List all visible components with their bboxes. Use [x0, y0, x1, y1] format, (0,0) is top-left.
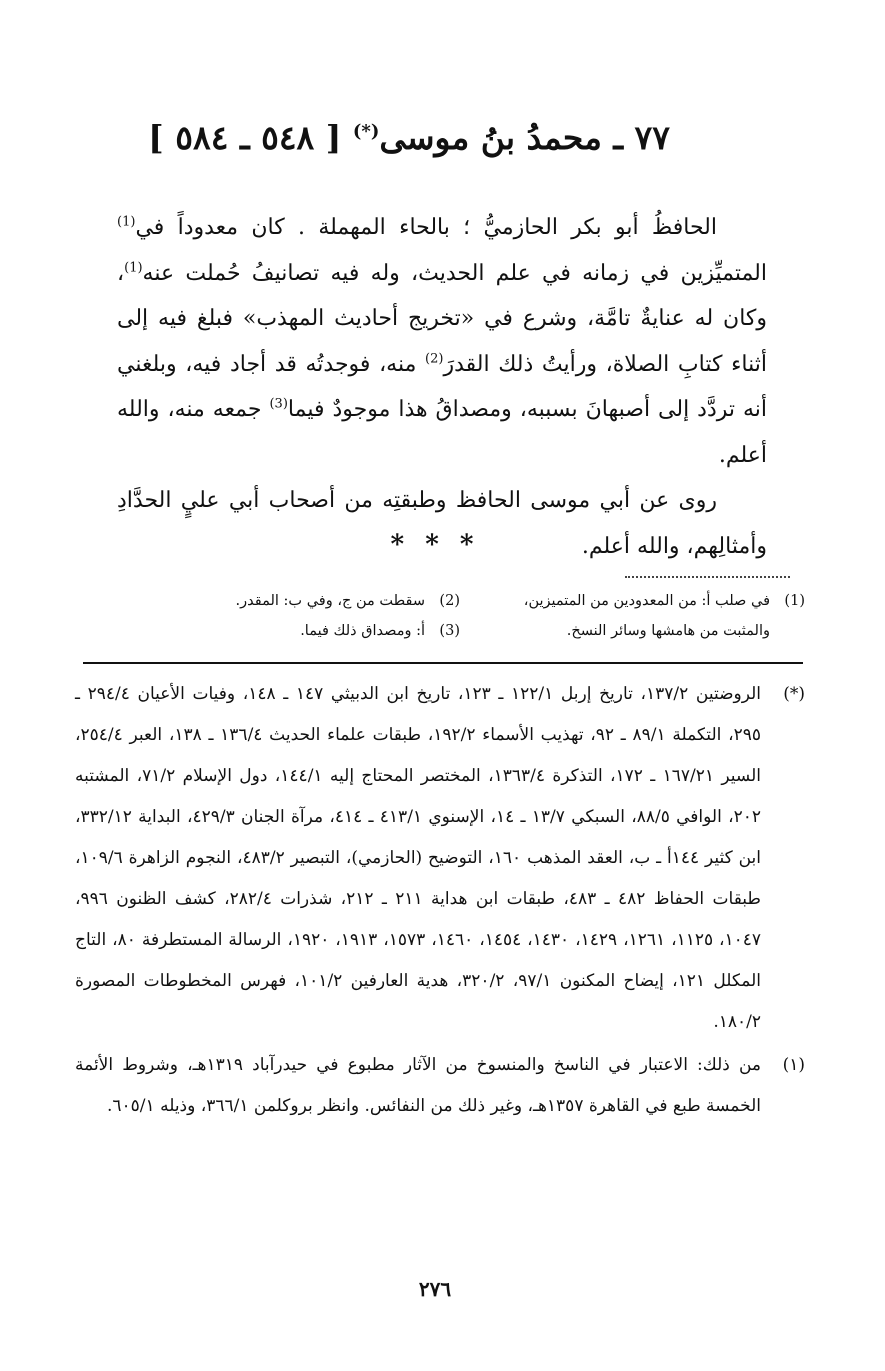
- paragraph-biography: الحافظُ أبو بكر الحازميُّ ؛ بالحاء المهملة . كان معدوداً في$^{(1)}$ المتميِّزين في زمانه في علم الحديث، وله فيه تصانيفُ حُملت عنه$^{(1)}$، وكان له عنايةٌ تامَّة، وشرع في «تخريج أحاديث المهذب» فبلغ فيه إلى أثناء كتابِ الصلاة، ورأيتُ ذلك القدرَ$^{(2)}$ منه، فوجدتُه قد أجاد فيه، وبلغني أنه تردَّد إلى أصبهانَ بسببه، ومصداقُ هذا موجودٌ فيما$^{(3)}$ جمعه منه، والله أعلم.: [117, 214, 768, 468]
- footnote-number: (2): [439, 593, 460, 609]
- note-number: (*): [783, 684, 805, 704]
- footnote-1-continued: [460, 616, 805, 646]
- footnote-number: (1): [784, 593, 805, 609]
- footnote-3: [115, 616, 460, 646]
- footnote-ref: (1): [117, 214, 136, 230]
- footnote-ref: (1): [124, 260, 143, 276]
- footnote-divider: [625, 576, 790, 578]
- footnote-1: [460, 586, 805, 616]
- source-marker: (*): [352, 121, 380, 142]
- source-notes: [75, 674, 805, 1129]
- footnote-ref: (2): [425, 351, 444, 367]
- entry-body: [117, 205, 767, 569]
- footnote-number: (3): [439, 623, 460, 639]
- footnote-text: والمثبت من هامشها وسائر النسخ.: [566, 623, 770, 639]
- note-text: الروضتين ١٣٧/٢، تاريخ إربل ١٢٢/١ ـ ١٢٣، تاريخ ابن الدبيثي ١٤٧ ـ ١٤٨، وفيات الأعيان ٢٩٤/٤ ـ ٢٩٥، التكملة ٨٩/١ ـ ٩٢، تهذيب الأسماء ١٩٢/٢، طبقات علماء الحديث ١٣٦/٤ ـ ١٣٨، العبر ٢٥٤/٤، السير ١٦٧/٢١ ـ ١٧٢، التذكرة ١٣٦٣/٤، المختصر المحتاج إليه ١٤٤/١، دول الإسلام ٧١/٢، المشتبه ٢٠٢، الوافي ٨٨/٥، السبكي ١٣/٧ ـ ١٤، الإسنوي ٤١٣/١ ـ ٤١٤، مرآة الجنان ٤٢٩/٣، البداية ٣٣٢/١٢، ابن كثير ١٤٤أ ـ ب، العقد المذهب ١٦٠، التوضيح (الحازمي)، التبصير ٤٨٣/٢، النجوم الزاهرة ١٠٩/٦، طبقات الحفاظ ٤٨٢ ـ ٤٨٣، طبقات ابن هداية ٢١١ ـ ٢١٢، شذرات ٢٨٢/٤، كشف الظنون ٩٩٦، ١٠٤٧، ١١٢٥، ١٢٦١، ١٤٢٩، ١٤٣٠، ١٤٥٤، ١٤٦٠، ١٥٧٣، ١٩١٣، ١٩٢٠، الرسالة المستطرفة ٨٠، التاج المكلل ١٢١، إيضاح المكنون ٩٧/١، ٣٢٠/٢، هدية العارفين ١٠١/٢، فهرس المخطوطات المصورة ١٨٠/٢.: [75, 684, 762, 1032]
- entry-heading: [150, 118, 670, 157]
- source-note-works: [75, 1045, 805, 1127]
- note-number: (١): [782, 1055, 805, 1075]
- footnote-text: سقطت من ج، وفي ب: المقدر.: [235, 593, 425, 609]
- footnote-2: [115, 586, 460, 616]
- footnote-text: في صلب أ: من المعدودين من المتميزين،: [523, 593, 770, 609]
- page-number: ٢٧٦: [418, 1277, 452, 1301]
- entry-dates: [ ٥٤٨ ـ ٥٨٤ ]: [148, 118, 342, 157]
- footnote-text: أ: ومصداق ذلك فيما.: [300, 623, 425, 639]
- note-text: من ذلك: الاعتبار في الناسخ والمنسوخ من الآثار مطبوع في حيدرآباد ١٣١٩هـ، وشروط الأئمة الخمسة طبع في القاهرة ١٣٥٧هـ، وغير ذلك من النفائس. وانظر بروكلمن ٣٦٦/١، وذيله ٦٠٥/١.: [75, 1055, 761, 1116]
- footnote-ref: (3): [269, 396, 288, 412]
- footnote-row: [115, 586, 805, 616]
- sources-divider: [83, 662, 803, 664]
- footnotes: [115, 586, 805, 646]
- source-note-references: [75, 674, 805, 1043]
- footnote-number: [770, 616, 805, 646]
- entry-title: ٧٧ ـ محمدُ بنُ موسى: [379, 118, 670, 157]
- paragraph-narration: روى عن أبي موسى الحافظ وطبقتِه من أصحاب أبي عليٍ الحدَّادِ وأمثالِهم، والله أعلم.: [117, 488, 767, 559]
- footnote-row: [115, 616, 805, 646]
- section-separator: * * *: [390, 530, 480, 560]
